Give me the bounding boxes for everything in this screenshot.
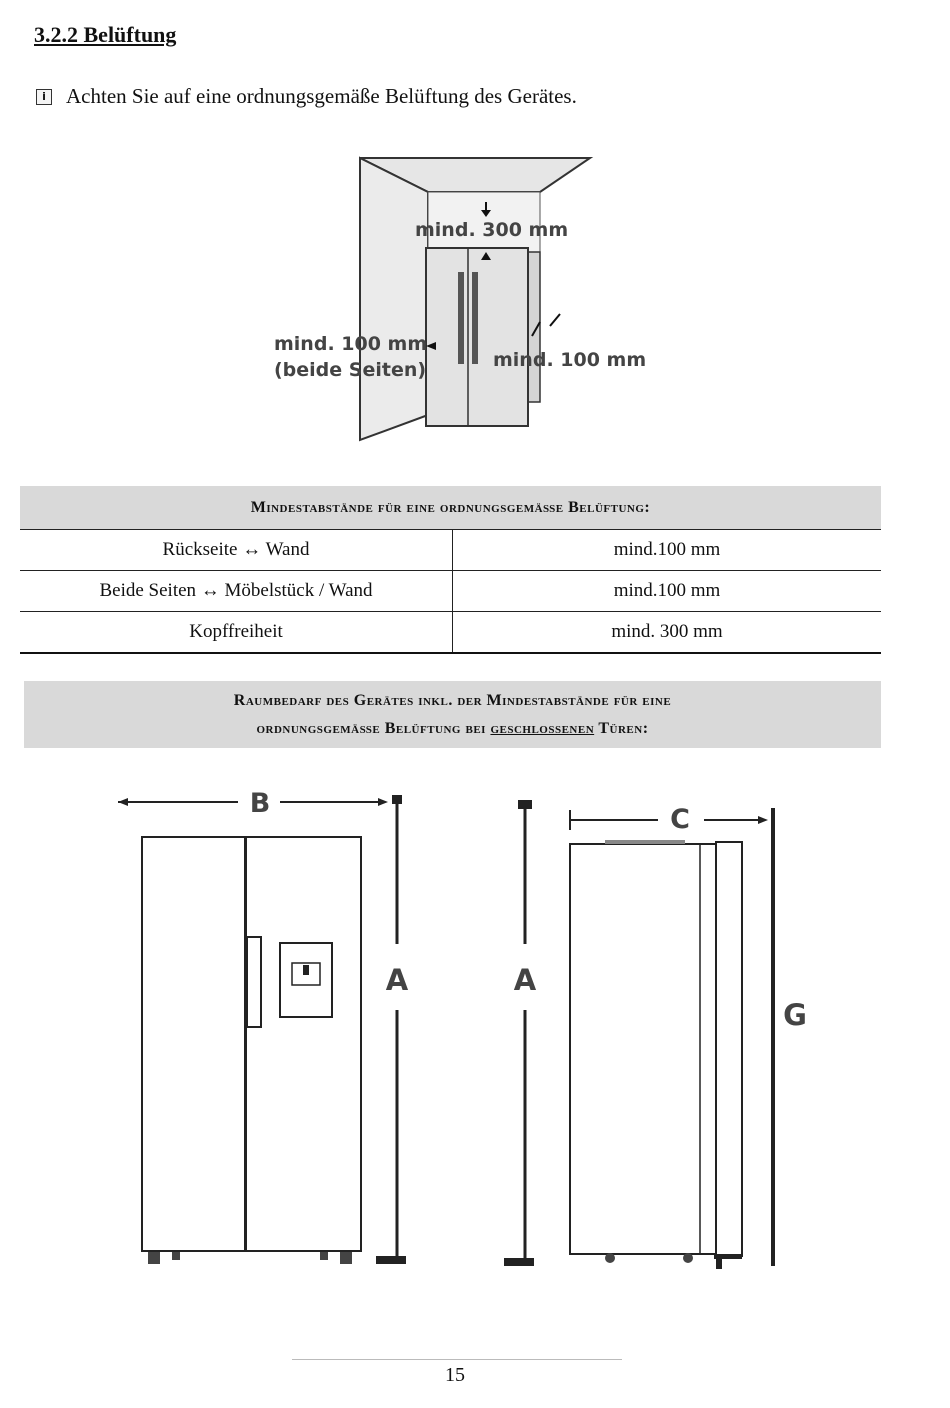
table-cell-location: Kopffreiheit	[20, 612, 453, 654]
side-view	[504, 800, 807, 1269]
table-cell-distance: mind.100 mm	[453, 530, 882, 571]
ventilation-diagram	[260, 150, 660, 450]
label-width: B	[249, 788, 271, 819]
front-view	[118, 788, 409, 1264]
label-back-clearance: mind. 100 mm	[493, 349, 647, 371]
ventilation-table	[20, 486, 881, 654]
label-height-side: A	[513, 963, 537, 997]
page-number: 15	[445, 1364, 465, 1386]
fridge-handle-right	[472, 272, 478, 364]
front-left-door	[142, 837, 245, 1251]
space-requirement-heading	[24, 681, 881, 748]
table-cell-distance: mind.100 mm	[453, 571, 882, 612]
front-handle	[247, 937, 261, 1027]
section-heading: 3.2.2 Belüftung	[34, 22, 177, 47]
footer-rule	[292, 1359, 622, 1360]
table-row	[20, 612, 881, 654]
recess-left-wall	[360, 158, 428, 440]
label-depth: C	[670, 804, 690, 835]
foot	[148, 1252, 160, 1264]
foot	[320, 1252, 328, 1260]
table-cell-distance: mind. 300 mm	[453, 612, 882, 654]
table-cell-location: Beide Seiten ↔ Möbelstück / Wand	[20, 571, 453, 612]
space-heading-line2: ordnungsgemäße Belüftung bei geschlossenen Türen:	[256, 720, 649, 737]
side-body	[570, 844, 716, 1254]
label-height-front: A	[385, 963, 409, 997]
front-right-door	[246, 837, 361, 1251]
label-top-clearance: mind. 300 mm	[415, 219, 569, 241]
label-side-note: (beide Seiten)	[274, 359, 427, 381]
info-text: Achten Sie auf eine ordnungsgemäße Belüftung des Gerätes.	[66, 84, 577, 108]
fridge-handle-left	[458, 272, 464, 364]
label-total-depth: G	[783, 998, 807, 1032]
table-cell-location: Rückseite ↔ Wand	[20, 530, 453, 571]
space-heading-line1: Raumbedarf des Gerätes inkl. der Mindestabstände für eine	[233, 692, 672, 709]
foot	[340, 1252, 352, 1264]
info-line	[36, 84, 577, 109]
dimension-diagram	[100, 780, 840, 1280]
table-row	[20, 571, 881, 612]
table-header-row	[20, 486, 881, 530]
side-door	[716, 842, 742, 1256]
table-row	[20, 530, 881, 571]
foot	[172, 1252, 180, 1260]
label-side-clearance: mind. 100 mm	[274, 333, 428, 355]
space-heading-emphasis: geschlossenen	[490, 720, 595, 737]
info-icon: i	[36, 89, 52, 105]
table-header: Mindestabstände für eine ordnungsgemäße Belüftung:	[20, 486, 881, 530]
